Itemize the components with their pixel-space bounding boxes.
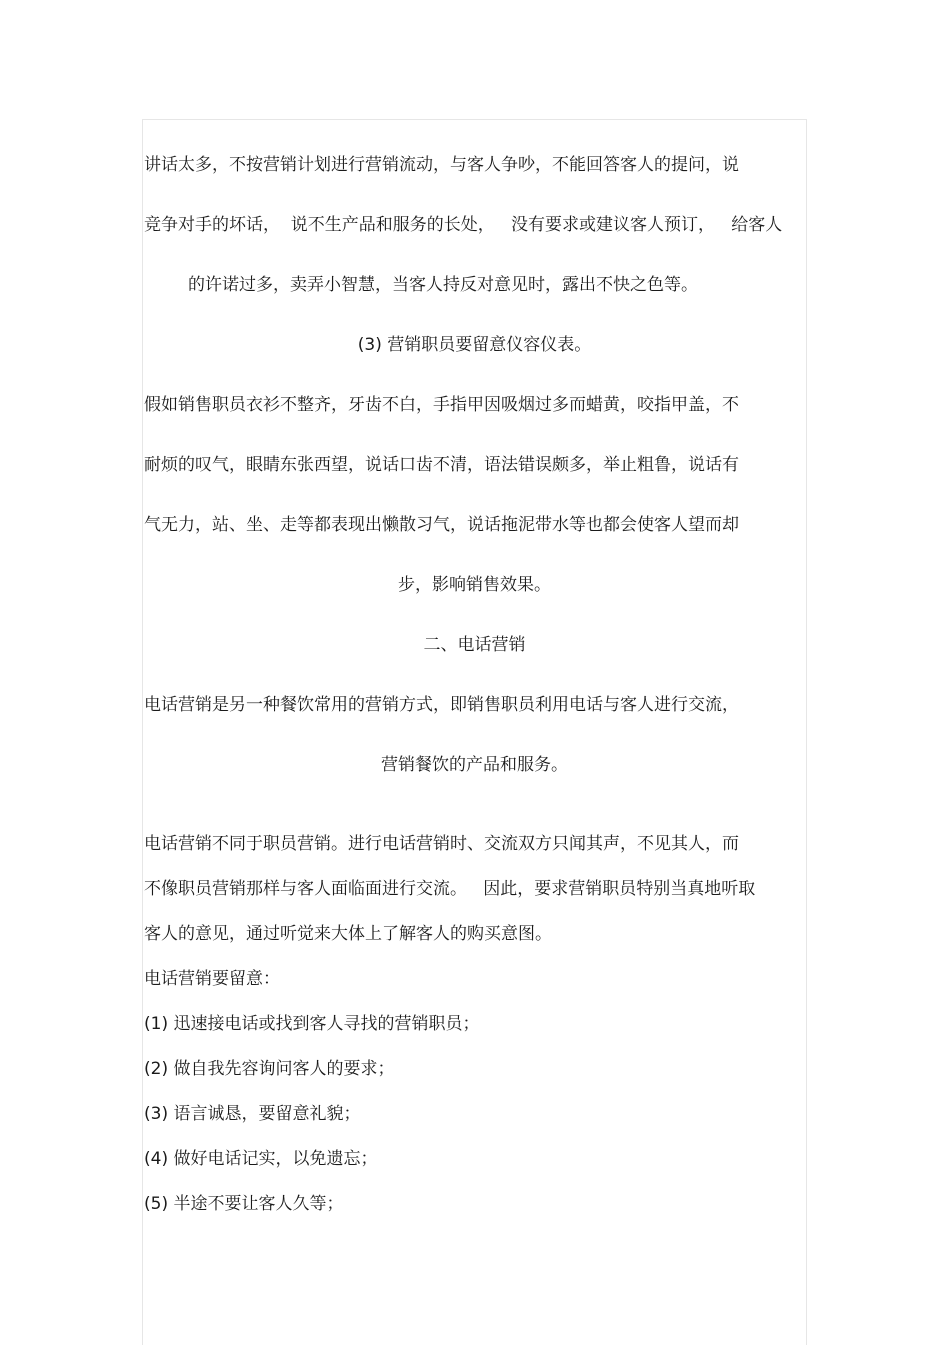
paragraph-line: 假如销售职员衣衫不整齐，牙齿不白，手指甲因吸烟过多而蜡黄，咬指甲盖，不: [144, 395, 739, 415]
list-intro: 电话营销要留意：: [144, 969, 280, 989]
paragraph-line: 营销餐饮的产品和服务。: [381, 755, 568, 775]
section-title: 二、电话营销: [423, 635, 526, 655]
subheading: (3) 营销职员要留意仪容仪表。: [357, 335, 592, 355]
paragraph-line: 电话营销是另一种餐饮常用的营销方式，即销售职员利用电话与客人进行交流，: [144, 695, 739, 715]
paragraph-line: 步，影响销售效果。: [398, 575, 551, 595]
list-item: (5) 半途不要让客人久等；: [144, 1194, 344, 1214]
paragraph-line: 讲话太多，不按营销计划进行营销流动，与客人争吵，不能回答客人的提问，说: [144, 155, 739, 175]
list-item: (2) 做自我先容询问客人的要求；: [144, 1059, 395, 1079]
list-item: (4) 做好电话记实，以免遗忘；: [144, 1149, 378, 1169]
list-item: (1) 迅速接电话或找到客人寻找的营销职员；: [144, 1014, 480, 1034]
paragraph-line: 气无力，站、坐、走等都表现出懒散习气，说话拖泥带水等也都会使客人望而却: [144, 515, 739, 535]
paragraph-line: 不像职员营销那样与客人面临面进行交流。 因此，要求营销职员特别当真地听取: [144, 879, 756, 899]
paragraph-line: 竞争对手的坏话， 说不生产品和服务的长处， 没有要求或建议客人预订， 给客人: [144, 215, 783, 235]
paragraph-line: 耐烦的叹气，眼睛东张西望，说话口齿不清，语法错误颇多，举止粗鲁，说话有: [144, 455, 739, 475]
paragraph-line: 客人的意见，通过听觉来大体上了解客人的购买意图。: [144, 924, 552, 944]
list-item: (3) 语言诚恳，要留意礼貌；: [144, 1104, 361, 1124]
paragraph-line: 的许诺过多，卖弄小智慧，当客人持反对意见时，露出不快之色等。: [188, 275, 698, 295]
paragraph-line: 电话营销不同于职员营销。进行电话营销时、交流双方只闻其声，不见其人，而: [144, 834, 739, 854]
